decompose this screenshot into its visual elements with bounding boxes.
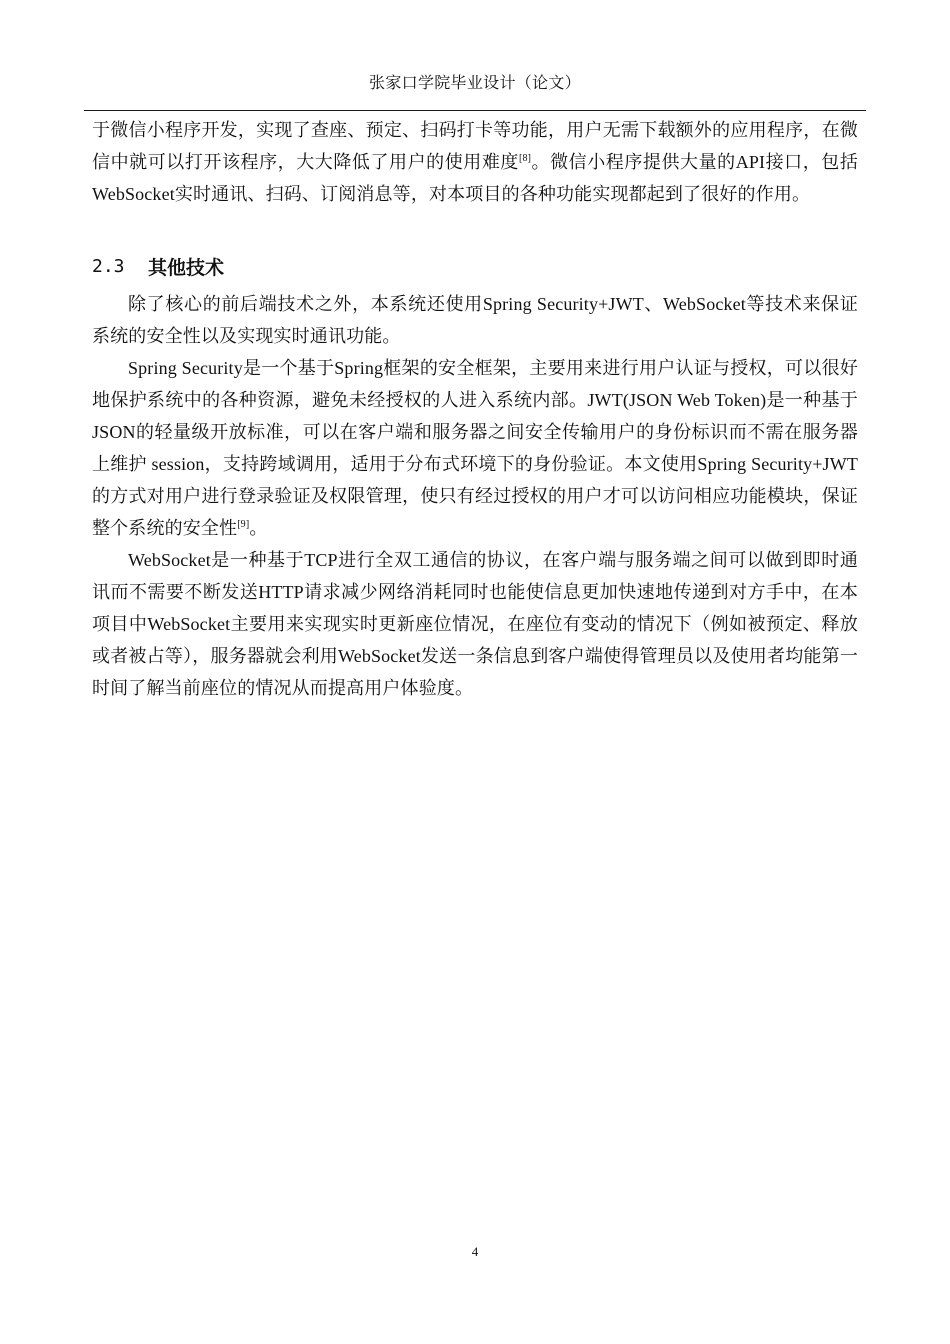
spring-security-text-after-ref: 。 xyxy=(249,518,268,538)
section-heading xyxy=(92,252,858,280)
intro-paragraph xyxy=(92,114,858,210)
intro-text-after-ref: 。微信小程序提供大量的API接口，包括WebSocket实时通讯、扫码、订阅消息等，对本项目的各种功能实现都起到了很好的作用。 xyxy=(92,152,859,204)
paragraph-spring-security xyxy=(92,352,858,544)
citation-ref: [8] xyxy=(518,153,532,164)
intro-text-before-ref: 于微信小程序开发，实现了查座、预定、扫码打卡等功能，用户无需下载额外的应用程序，在微信中就可以打开该程序，大大降低了用户的使用难度 xyxy=(92,120,858,172)
citation-ref: [9] xyxy=(237,519,250,530)
section-number: 2.3 xyxy=(92,255,125,277)
page-number: 4 xyxy=(471,1244,479,1259)
paragraph-websocket: WebSocket是一种基于TCP进行全双工通信的协议，在客户端与服务端之间可以做到即时通讯而不需要不断发送HTTP请求减少网络消耗同时也能使信息更加快速地传递到对方手中，在本项目中WebSocket主要用来实现实时更新座位情况，在座位有变动的情况下（例如被预定、释放或者被占等），服务器就会利用WebSocket发送一条信息到客户端使得管理员以及使用者均能第一时间了解当前座位的情况从而提高用户体验度。 xyxy=(92,550,858,698)
paragraph-overview: 除了核心的前后端技术之外，本系统还使用Spring Security+JWT、WebSocket等技术来保证系统的安全性以及实现实时通讯功能。 xyxy=(92,294,858,346)
spring-security-text-before-ref: Spring Security是一个基于Spring框架的安全框架，主要用来进行用户认证与授权，可以很好地保护系统中的各种资源，避免未经授权的人进入系统内部。JWT(JSON Web Token)是一种基于JSON的轻量级开放标准，可以在客户端和服务器之间安全传输用户的身份标识而不需在服务器上维护 session，支持跨域调用，适用于分布式环境下的身份验证。本文使用Spring Security+JWT的方式对用户进行登录验证及权限管理，使只有经过授权的用户才可以访问相应功能模块，保证整个系统的安全性 xyxy=(92,358,858,538)
document-body xyxy=(92,114,858,704)
header-title: 张家口学院毕业设计（论文） xyxy=(369,75,581,92)
page-header xyxy=(84,62,866,111)
section-title: 其他技术 xyxy=(148,256,225,279)
